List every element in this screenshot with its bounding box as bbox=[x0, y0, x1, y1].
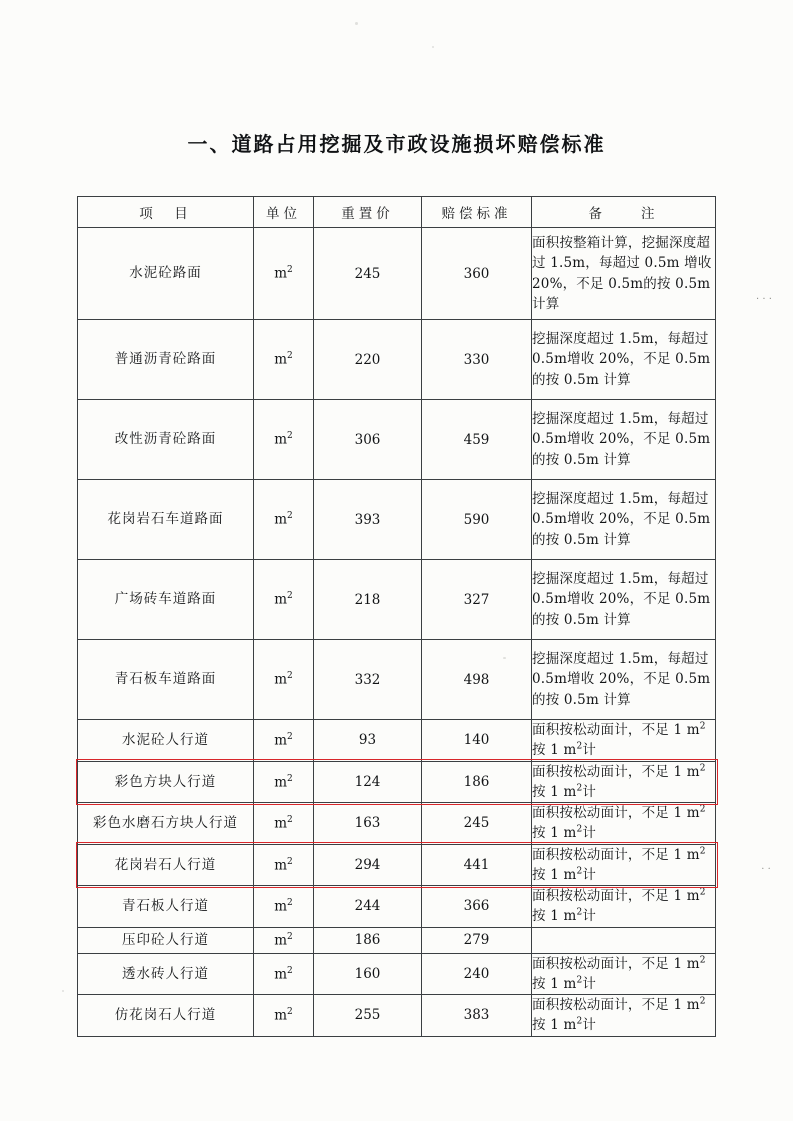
cell-item: 水泥砼路面 bbox=[78, 228, 254, 320]
scan-speckle bbox=[432, 46, 434, 48]
cell-compensation: 140 bbox=[422, 720, 532, 762]
cell-note: 挖掘深度超过 1.5m，每超过 0.5m增收 20%，不足 0.5m 的按 0.5m 计算 bbox=[532, 560, 716, 640]
cell-unit: $m^2$ bbox=[254, 886, 314, 928]
cell-compensation: 279 bbox=[422, 927, 532, 953]
table-row bbox=[78, 320, 716, 400]
cell-item: 压印砼人行道 bbox=[78, 927, 254, 953]
cell-reset-price: 255 bbox=[314, 995, 422, 1037]
column-header-unit: 单位 bbox=[254, 197, 314, 228]
cell-note: 面积按松动面计，不足 1 $m^2$按 1 $m^2$计 bbox=[532, 844, 716, 886]
cell-note: 挖掘深度超过 1.5m，每超过 0.5m增收 20%，不足 0.5m 的按 0.5m 计算 bbox=[532, 480, 716, 560]
table-row bbox=[78, 560, 716, 640]
compensation-standard-table bbox=[77, 196, 716, 1037]
cell-note: 面积按松动面计，不足 1 $m^2$按 1 $m^2$计 bbox=[532, 953, 716, 995]
cell-compensation: 459 bbox=[422, 400, 532, 480]
table-row bbox=[78, 480, 716, 560]
cell-unit: $m^2$ bbox=[254, 761, 314, 803]
cell-compensation: 360 bbox=[422, 228, 532, 320]
cell-reset-price: 93 bbox=[314, 720, 422, 762]
cell-note: 面积按松动面计，不足 1 $m^2$按 1 $m^2$计 bbox=[532, 886, 716, 928]
cell-unit: $m^2$ bbox=[254, 803, 314, 845]
cell-reset-price: 294 bbox=[314, 844, 422, 886]
cell-unit: $m^2$ bbox=[254, 640, 314, 720]
table-row bbox=[78, 640, 716, 720]
cell-item: 彩色水磨石方块人行道 bbox=[78, 803, 254, 845]
cell-reset-price: 244 bbox=[314, 886, 422, 928]
cell-compensation: 366 bbox=[422, 886, 532, 928]
column-header-compensation: 赔偿标准 bbox=[422, 197, 532, 228]
cell-compensation: 590 bbox=[422, 480, 532, 560]
cell-note: 面积按松动面计，不足 1 $m^2$按 1 $m^2$计 bbox=[532, 995, 716, 1037]
cell-unit: $m^2$ bbox=[254, 320, 314, 400]
cell-unit: $m^2$ bbox=[254, 228, 314, 320]
column-header-note: 备 注 bbox=[532, 197, 716, 228]
cell-compensation: 186 bbox=[422, 761, 532, 803]
cell-unit: $m^2$ bbox=[254, 480, 314, 560]
column-header-reset-price: 重置价 bbox=[314, 197, 422, 228]
cell-note bbox=[532, 927, 716, 953]
table-row bbox=[78, 761, 716, 803]
cell-reset-price: 124 bbox=[314, 761, 422, 803]
scan-speckle bbox=[62, 990, 64, 992]
table-row bbox=[78, 720, 716, 762]
cell-note: 面积按松动面计，不足 1 $m^2$按 1 $m^2$计 bbox=[532, 803, 716, 845]
cell-item: 广场砖车道路面 bbox=[78, 560, 254, 640]
table-row bbox=[78, 803, 716, 845]
cell-compensation: 498 bbox=[422, 640, 532, 720]
margin-scan-marks: · · · bbox=[756, 294, 772, 305]
cell-compensation: 330 bbox=[422, 320, 532, 400]
table-row bbox=[78, 228, 716, 320]
table-body bbox=[78, 228, 716, 1037]
cell-unit: $m^2$ bbox=[254, 927, 314, 953]
cell-unit: $m^2$ bbox=[254, 560, 314, 640]
cell-item: 青石板人行道 bbox=[78, 886, 254, 928]
cell-unit: $m^2$ bbox=[254, 953, 314, 995]
cell-item: 花岗岩石人行道 bbox=[78, 844, 254, 886]
cell-compensation: 441 bbox=[422, 844, 532, 886]
cell-reset-price: 332 bbox=[314, 640, 422, 720]
cell-compensation: 383 bbox=[422, 995, 532, 1037]
cell-unit: $m^2$ bbox=[254, 720, 314, 762]
table-row bbox=[78, 927, 716, 953]
table-row bbox=[78, 886, 716, 928]
cell-reset-price: 306 bbox=[314, 400, 422, 480]
cell-unit: $m^2$ bbox=[254, 995, 314, 1037]
cell-compensation: 245 bbox=[422, 803, 532, 845]
cell-item: 花岗岩石车道路面 bbox=[78, 480, 254, 560]
cell-note: 挖掘深度超过 1.5m，每超过 0.5m增收 20%，不足 0.5m 的按 0.5m 计算 bbox=[532, 400, 716, 480]
cell-reset-price: 245 bbox=[314, 228, 422, 320]
page-title: 一、道路占用挖掘及市政设施损坏赔偿标准 bbox=[187, 132, 606, 156]
cell-item: 改性沥青砼路面 bbox=[78, 400, 254, 480]
cell-compensation: 327 bbox=[422, 560, 532, 640]
cell-item: 青石板车道路面 bbox=[78, 640, 254, 720]
table-row bbox=[78, 995, 716, 1037]
cell-reset-price: 220 bbox=[314, 320, 422, 400]
cell-unit: $m^2$ bbox=[254, 400, 314, 480]
margin-scan-marks-lower: · · bbox=[761, 864, 771, 875]
cell-item: 透水砖人行道 bbox=[78, 953, 254, 995]
column-header-item: 项 目 bbox=[78, 197, 254, 228]
cell-reset-price: 393 bbox=[314, 480, 422, 560]
cell-note: 挖掘深度超过 1.5m，每超过 0.5m增收 20%，不足 0.5m 的按 0.5m 计算 bbox=[532, 320, 716, 400]
table-row bbox=[78, 844, 716, 886]
table-row bbox=[78, 400, 716, 480]
scan-speckle bbox=[355, 22, 358, 25]
cell-item: 彩色方块人行道 bbox=[78, 761, 254, 803]
table-header-row bbox=[78, 197, 716, 228]
cell-reset-price: 160 bbox=[314, 953, 422, 995]
cell-note: 面积按松动面计，不足 1 $m^2$按 1 $m^2$计 bbox=[532, 761, 716, 803]
table-row bbox=[78, 953, 716, 995]
cell-reset-price: 163 bbox=[314, 803, 422, 845]
cell-reset-price: 186 bbox=[314, 927, 422, 953]
cell-compensation: 240 bbox=[422, 953, 532, 995]
cell-reset-price: 218 bbox=[314, 560, 422, 640]
cell-note: 面积按整箱计算，挖掘深度超过 1.5m，每超过 0.5m 增收 20%，不足 0.5m的按 0.5m 计算 bbox=[532, 228, 716, 320]
cell-unit: $m^2$ bbox=[254, 844, 314, 886]
cell-item: 普通沥青砼路面 bbox=[78, 320, 254, 400]
cell-item: 水泥砼人行道 bbox=[78, 720, 254, 762]
cell-note: 面积按松动面计，不足 1 $m^2$按 1 $m^2$计 bbox=[532, 720, 716, 762]
compensation-standard-table-wrap bbox=[77, 196, 715, 1037]
cell-item: 仿花岗石人行道 bbox=[78, 995, 254, 1037]
cell-note: 挖掘深度超过 1.5m，每超过 0.5m增收 20%，不足 0.5m 的按 0.5m 计算 bbox=[532, 640, 716, 720]
